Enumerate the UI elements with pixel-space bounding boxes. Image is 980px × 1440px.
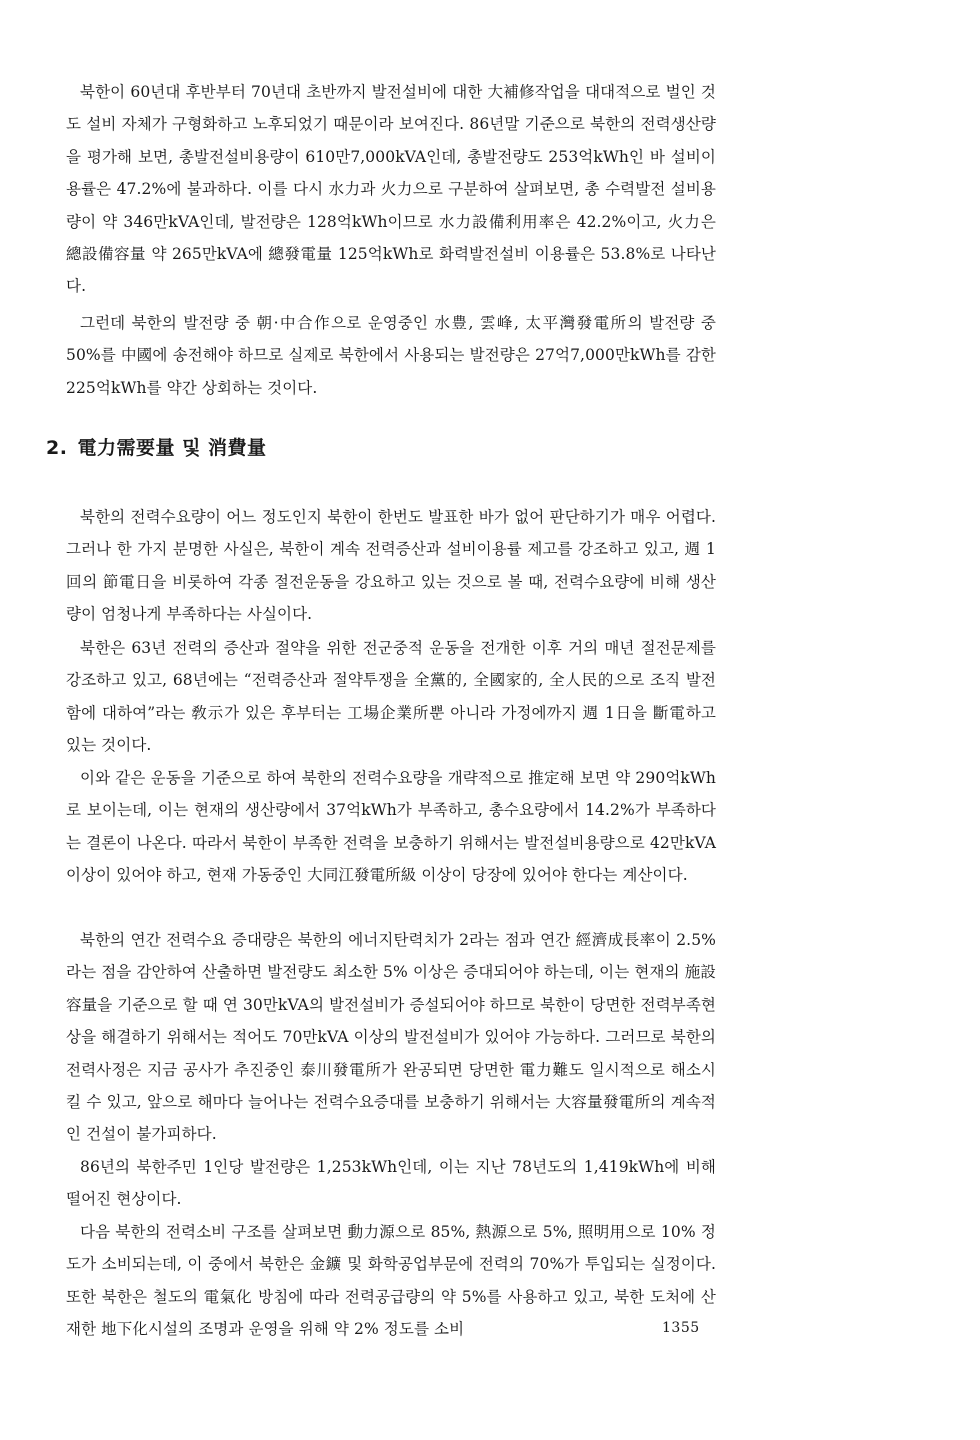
paragraph-demand-unknown: 북한의 전력수요량이 어느 정도인지 북한이 한번도 발표한 바가 없어 판단하기가 매우 어렵다. 그러나 한 가지 분명한 사실은, 북한이 계속 전력증산과 설비이용률 제고를 강조하고 있고, 週 1回의 節電日을 비롯하여 각종 절전운동을 강요하고 있는 것으로 볼 때, 전력수요량에 비해 생산량이 엄청나게 부족하다는 사실이다. — [66, 508, 716, 624]
page-number: 1355 — [662, 1320, 700, 1336]
paragraph-per-capita: 86년의 북한주민 1인당 발전량은 1,253kWh인데, 이는 지난 78년도의 1,419kWh에 비해 떨어진 현상이다. — [66, 1158, 716, 1209]
paragraph-demand-growth: 북한의 연간 전력수요 증대량은 북한의 에너지탄력치가 2라는 점과 연간 經濟成長率이 2.5%라는 점을 감안하여 산출하면 발전량도 최소한 5% 이상은 증대되어야 하는데, 이는 현재의 施設容量을 기준으로 할 때 연 30만kVA의 발전설비가 증설되어야 하므로 북한이 당면한 전력부족현상을 해결하기 위해서는 적어도 70만kVA 이상의 발전설비가 있어야 가능하다. 그러므로 북한의 전력사정은 지금 공사가 추진중인 泰川發電所가 완공되면 당면한 電力難도 일시적으로 해소시킬 수 있고, 앞으로 해마다 늘어나는 전력수요증대를 보충하기 위해서는 大容量發電所의 계속적인 건설이 불가피하다. — [66, 931, 716, 1144]
paragraph-power-capacity: 북한이 60년대 후반부터 70년대 초반까지 발전설비에 대한 大補修작업을 대대적으로 벌인 것도 설비 자체가 구형화하고 노후되었기 때문이라 보여진다. 86년말 기준으로 북한의 전력생산량을 평가해 보면, 총발전설비용량이 610만7,000kVA인데, 총발전량도 253억kWh인 바 설비이용률은 47.2%에 불과하다. 이를 다시 水力과 火力으로 구분하여 살펴보면, 총 수력발전 설비용량이 약 346만kVA인데, 발전량은 128억kWh이므로 水力設備利用率은 42.2%이고, 火力은 總設備容量 약 265만kVA에 總發電量 125억kWh로 화력발전설비 이용률은 53.8%로 나타난다. — [66, 83, 716, 296]
section-heading — [46, 433, 267, 460]
paragraph-consumption-structure: 다음 북한의 전력소비 구조를 살펴보면 動力源으로 85%, 熱源으로 5%, 照明用으로 10% 정도가 소비되는데, 이 중에서 북한은 金鑛 및 화학공업부문에 전력의 70%가 투입되는 실정이다. 또한 북한은 철도의 電氣化 방침에 따라 전력공급량의 약 5%를 사용하고 있고, 북한 도처에 산재한 地下化시설의 조명과 운영을 위해 약 2% 정도를 소비 — [66, 1223, 716, 1339]
paragraph-demand-estimate: 이와 같은 운동을 기준으로 하여 북한의 전력수요량을 개략적으로 推定해 보면 약 290억kWh로 보이는데, 이는 현재의 생산량에서 37억kWh가 부족하고, 총수요량에서 14.2%가 부족하다는 결론이 나온다. 따라서 북한이 부족한 전력을 보충하기 위해서는 발전설비용량으로 42만kVA 이상이 있어야 하고, 현재 가동중인 大同江發電所級 이상이 당장에 있어야 한다는 계산이다. — [66, 769, 716, 885]
paragraph-saving-campaign: 북한은 63년 전력의 증산과 절약을 위한 전군중적 운동을 전개한 이후 거의 매년 절전문제를 강조하고 있고, 68년에는 “전력증산과 절약투쟁을 全黨的, 全國家的, 全人民的으로 조직 발전함에 대하여”라는 敎示가 있은 후부터는 工場企業所뿐 아니라 가정에까지 週 1日을 斷電하고 있는 것이다. — [66, 639, 716, 755]
paragraph-sino-korean-plants: 그런데 북한의 발전량 중 朝·中合作으로 운영중인 水豊, 雲峰, 太平灣發電所의 발전량 중 50%를 中國에 송전해야 하므로 실제로 북한에서 사용되는 발전량은 27억7,000만kWh를 감한 225억kWh를 약간 상회하는 것이다. — [66, 314, 716, 397]
section-number: 2. — [46, 437, 68, 459]
section-title: 電力需要量 및 消費量 — [77, 437, 267, 459]
